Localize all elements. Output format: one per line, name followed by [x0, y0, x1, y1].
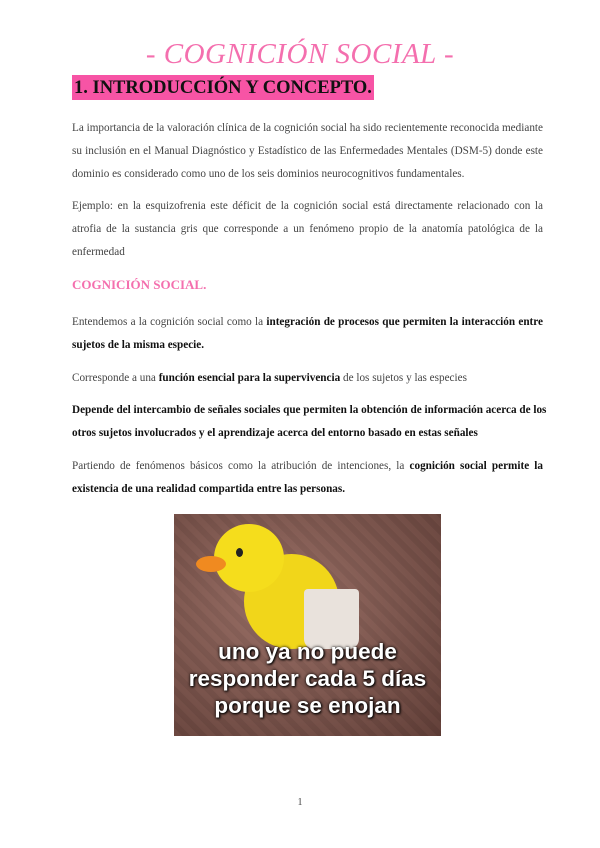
duck-head [214, 524, 284, 592]
text: Ejemplo: en la esquizofrenia este déficit de la cognición social está directamente relacionado con la [72, 200, 543, 212]
text-line [72, 311, 543, 334]
paragraph-supervivencia [72, 367, 543, 390]
paragraph-realidad-compartida [72, 455, 543, 501]
text: La importancia de la valoración clínica de la cognición social ha sido recientemente reconocida mediante [72, 122, 543, 134]
text-line [72, 367, 543, 390]
bold-text: Depende del intercambio de señales sociales que permiten la obtención de información acerca de los [72, 404, 547, 416]
text: Entendemos a la cognición social como la [72, 316, 267, 328]
text-line [72, 478, 543, 501]
text: su inclusión en el Manual Diagnóstico y Estadístico de las Enfermedades Mentales (DSM-5) donde este [72, 145, 543, 157]
meme-caption [174, 638, 441, 719]
text-line [72, 195, 543, 218]
paragraph-intro-1 [72, 117, 543, 186]
paragraph-senales [72, 399, 547, 445]
text: Partiendo de fenómenos básicos como la atribución de intenciones, la [72, 460, 410, 472]
text: enfermedad [72, 246, 125, 258]
bold-text: cognición social permite la [409, 460, 543, 472]
text: dominio es considerado como uno de los seis dominios neurocognitivos fundamentales. [72, 168, 465, 180]
text-line [72, 455, 543, 478]
text: Corresponde a una [72, 372, 159, 384]
bold-text: integración de procesos que permiten la interacción entre [266, 316, 544, 328]
subheading-cognicion-social: COGNICIÓN SOCIAL. [72, 277, 207, 292]
meme-image [174, 514, 441, 736]
duck-beak [196, 556, 226, 572]
text-line [72, 117, 543, 140]
section-heading-introduccion: 1. INTRODUCCIÓN Y CONCEPTO. [72, 75, 374, 100]
bold-text: sujetos de la misma especie. [72, 339, 205, 351]
bold-text: función esencial para la supervivencia [158, 372, 341, 384]
text-line [72, 399, 547, 422]
text-line [72, 163, 543, 186]
text-line [72, 241, 543, 264]
paragraph-intro-2 [72, 195, 543, 264]
text-line [72, 422, 543, 445]
page-number: 1 [297, 797, 303, 808]
text: atrofia de la sustancia gris que corresponde a un fenómeno propio de la anatomía patológica de la [72, 223, 543, 235]
meme-caption-line: uno ya no puede [218, 639, 397, 664]
duck-eye [236, 548, 243, 557]
paragraph-definicion [72, 311, 543, 357]
text: de los sujetos y las especies [340, 372, 467, 384]
bold-text: existencia de una realidad compartida entre las personas. [72, 483, 346, 495]
text-line [72, 334, 543, 357]
text-line [72, 140, 543, 163]
text-line [72, 218, 543, 241]
bold-text: otros sujetos involucrados y el aprendizaje acerca del entorno basado en estas señales [72, 427, 478, 439]
document-title: - COGNICIÓN SOCIAL - [145, 38, 455, 70]
meme-caption-line: responder cada 5 días [188, 666, 427, 691]
meme-caption-line: porque se enojan [214, 693, 401, 718]
